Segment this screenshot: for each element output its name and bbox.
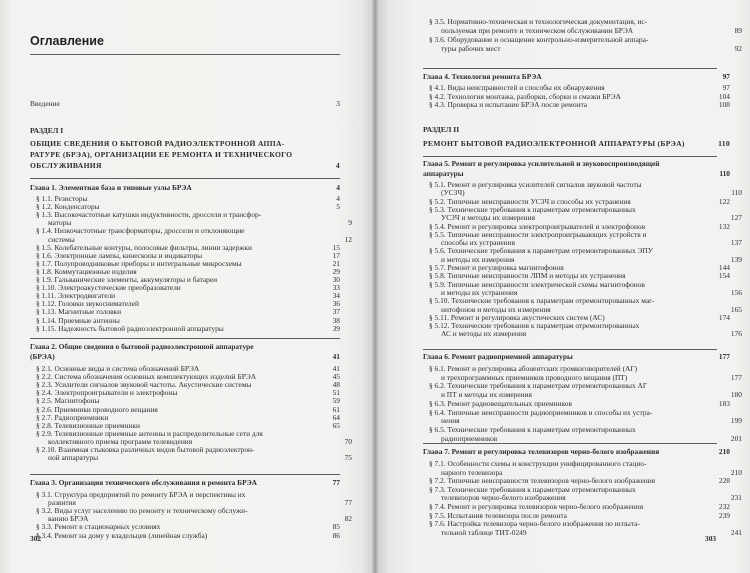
section-rule xyxy=(30,474,340,475)
toc-entry xyxy=(429,281,730,289)
entry-title: § 1.11. Электродвигатели xyxy=(36,292,116,301)
entry-page: 85 xyxy=(332,522,340,532)
entry-title: § 7.6. Настройка телевизора черно-белого изображения по испыта- xyxy=(429,520,640,529)
entry-title: § 2.10. Взаимная стыковка различных видов бытовой радиоэлектрон- xyxy=(36,446,255,454)
entry-title: ной аппаратуры xyxy=(48,454,99,463)
toc-entry xyxy=(429,486,730,494)
toc-entry xyxy=(429,189,742,197)
toc-entry xyxy=(429,400,730,408)
entry-title: § 5.6. Технические требования к параметрам отремонтированных ЭПУ xyxy=(429,247,653,256)
toc-entry xyxy=(36,276,340,284)
entry-title: § 2.3. Усилители сигналов звуковой частоты. Акустические системы xyxy=(36,381,252,390)
entry-title: развития xyxy=(48,499,76,508)
entry-page: 110 xyxy=(719,168,730,178)
toc-entry xyxy=(36,365,340,373)
toc-entry xyxy=(429,520,730,528)
entry-page: 3 xyxy=(336,99,340,108)
section-rule xyxy=(423,156,717,157)
entry-title: Глава 3. Организация технического обслуживания и ремонта БРЭА xyxy=(30,479,257,487)
toc-entry xyxy=(36,389,340,397)
chapter-heading xyxy=(423,353,730,361)
entry-page: 231 xyxy=(730,493,742,503)
entry-title: АС и методы их измерения xyxy=(441,330,527,339)
entry-page: 110 xyxy=(718,139,730,148)
toc-entry xyxy=(429,214,742,222)
entry-page: 165 xyxy=(730,304,742,314)
entry-page: 210 xyxy=(718,447,730,456)
entry-page: 39 xyxy=(332,323,340,333)
entry-page: 21 xyxy=(332,258,340,268)
entry-page: 232 xyxy=(718,502,730,511)
entry-title: телевизоров черно-белого изображения xyxy=(441,494,566,503)
section-rule xyxy=(423,443,717,444)
entry-page: 156 xyxy=(730,287,742,297)
toc-entry xyxy=(36,284,340,292)
toc-entry xyxy=(36,373,340,381)
entry-title: § 3.1. Структура предприятий по ремонту БРЭА и перспективы их xyxy=(36,491,246,499)
entry-page: 201 xyxy=(730,433,742,443)
toc-entry xyxy=(429,391,742,399)
toc-entry xyxy=(30,162,340,170)
entry-title: нарного телевизора xyxy=(441,468,503,477)
entry-page: 33 xyxy=(332,283,340,293)
entry-title: § 6.5. Технические требования к параметрам отремонтированных xyxy=(429,425,636,434)
entry-title: § 7.4. Ремонт и регулировка телевизоров черно-белого изображения xyxy=(429,503,644,511)
toc-entry xyxy=(36,308,340,316)
toc-entry xyxy=(429,314,730,322)
entry-page: 15 xyxy=(332,242,340,252)
toc-entry xyxy=(429,289,742,297)
part-label: РАЗДЕЛ I xyxy=(30,127,64,135)
entry-title: § 1.3. Высокочастотные катушки индуктивности, дроссели и трансфор- xyxy=(36,211,262,220)
chapter-heading xyxy=(30,184,340,192)
entry-page: 75 xyxy=(344,453,352,463)
toc-entry xyxy=(36,491,340,499)
entry-title: § 6.3. Ремонт радиовещательных приемников xyxy=(429,399,572,408)
section-rule xyxy=(30,178,340,179)
toc-entry xyxy=(36,507,340,515)
entry-title: коллективного приема программ телевидения xyxy=(48,437,193,446)
toc-entry xyxy=(36,211,340,219)
entry-page: 41 xyxy=(332,364,340,373)
toc-entry xyxy=(36,446,340,454)
toc-entry xyxy=(30,151,340,159)
toc-entry xyxy=(429,417,742,425)
entry-title: § 2.7. Радиоприемники xyxy=(36,413,109,422)
toc-entry xyxy=(36,260,340,268)
toc-entry xyxy=(36,325,340,333)
entry-title: § 3.5. Нормативно-техническая и технологическая документация, ис- xyxy=(429,18,648,26)
entry-title: пользуемая при ремонте и техническом обслуживании БРЭА xyxy=(441,27,634,35)
entry-page: 104 xyxy=(718,91,730,101)
entry-page: 132 xyxy=(718,221,730,231)
entry-page: 45 xyxy=(332,372,340,382)
entry-title: нитофонов и методы их измерения xyxy=(441,305,551,314)
entry-page: 108 xyxy=(718,100,730,110)
toc-entry xyxy=(429,306,742,314)
toc-entry xyxy=(429,239,742,247)
entry-title: § 3.4. Ремонт на дому у владельцев (линейная служба) xyxy=(36,531,208,540)
entry-title: § 5.10. Технические требования к параметрам отремонтированных маг- xyxy=(429,297,655,306)
entry-title: ОБСЛУЖИВАНИЯ xyxy=(30,162,102,170)
entry-title: Глава 1. Элементная база и типовые узлы БРЭА xyxy=(30,184,192,192)
entry-page: 34 xyxy=(332,291,340,301)
toc-entry xyxy=(429,330,742,338)
entry-title: § 5.3. Технические требования к параметрам отремонтированных xyxy=(429,205,636,214)
entry-title: § 3.3. Ремонт в стационарных условиях xyxy=(36,523,161,532)
entry-page: 154 xyxy=(718,271,730,281)
toc-entry xyxy=(36,317,340,325)
entry-title: § 7.2. Типичные неисправности телевизоров черно-белого изображения xyxy=(429,477,656,486)
toc-entry xyxy=(429,247,730,255)
entry-title: § 2.2. Система обозначения основных комплектующих изделий БРЭА xyxy=(36,373,257,382)
toc-entry xyxy=(36,430,340,438)
toc-entry xyxy=(429,264,730,272)
entry-title: § 1.12. Головки звукоснимателей xyxy=(36,300,139,309)
chapter-heading xyxy=(423,448,730,456)
entry-title: РАТУРЕ (БРЭА), ОРГАНИЗАЦИИ ЕЕ РЕМОНТА И ТЕХНИЧЕСКОГО xyxy=(30,151,293,159)
entry-title: УС3Ч и методы их измерения xyxy=(441,214,535,223)
entry-page: 122 xyxy=(718,196,730,206)
toc-entry xyxy=(36,300,340,308)
section-rule xyxy=(423,349,717,350)
entry-page: 239 xyxy=(718,510,730,520)
page-number: 303 xyxy=(705,534,717,543)
entry-title: Глава 2. Общие сведения о бытовой радиоэлектронной аппаратуре xyxy=(30,343,254,351)
toc-entry xyxy=(429,365,730,373)
toc-entry xyxy=(36,252,340,260)
entry-title: § 2.6. Приемники проводного вещания xyxy=(36,405,158,414)
entry-title: § 1.13. Магнитные головки xyxy=(36,308,122,317)
chapter-heading xyxy=(30,479,340,487)
entry-page: 36 xyxy=(332,299,340,309)
toc-entry xyxy=(429,272,730,280)
page-number: 302 xyxy=(30,534,42,543)
toc-entry xyxy=(36,523,340,531)
entry-page: 144 xyxy=(718,263,730,272)
entry-title: § 5.4. Ремонт и регулировка электропроигрывателей и электрофонов xyxy=(429,222,646,231)
entry-page: 97 xyxy=(722,83,730,92)
toc-entry xyxy=(36,236,352,244)
toc-entry xyxy=(36,203,340,211)
toc-entry xyxy=(36,244,340,252)
entry-title: § 5.12. Технические требования к параметрам отремонтированных xyxy=(429,322,640,331)
toc-entry xyxy=(36,227,340,235)
entry-page: 89 xyxy=(734,26,742,35)
entry-page: 77 xyxy=(332,478,340,487)
toc-entry xyxy=(429,512,730,520)
toc-entry xyxy=(429,409,730,417)
toc-entry xyxy=(423,170,730,178)
entry-title: (БРЭА) xyxy=(30,352,55,361)
toc-entry xyxy=(36,532,340,540)
entry-page: 180 xyxy=(730,390,742,400)
entry-page: 4 xyxy=(336,194,340,203)
toc-entry xyxy=(36,397,340,405)
part-label: РАЗДЕЛ II xyxy=(423,126,460,134)
entry-title: и трехпрограммных приемников проводного вещания (ПТ) xyxy=(441,373,628,382)
entry-page: 64 xyxy=(332,412,340,422)
entry-title: Введение xyxy=(30,100,60,108)
toc-entry xyxy=(429,181,730,189)
entry-title: § 1.1. Резисторы xyxy=(36,195,88,203)
entry-title: и ПТ и методы их измерения xyxy=(441,391,532,400)
entry-title: аппаратуры xyxy=(423,169,464,178)
entry-page: 30 xyxy=(332,275,340,284)
entry-page: 17 xyxy=(332,250,340,260)
entry-title: § 1.6. Электронные лампы, кинескопы и индикаторы xyxy=(36,251,203,260)
toc-entry xyxy=(429,36,730,44)
entry-page: 70 xyxy=(344,436,352,446)
entry-title: и методы их измерения xyxy=(441,255,515,264)
entry-page: 9 xyxy=(348,218,352,228)
toc-entry xyxy=(36,422,340,430)
entry-page: 177 xyxy=(718,352,730,361)
section-rule xyxy=(423,68,717,69)
entry-page: 176 xyxy=(730,329,742,339)
entry-page: 177 xyxy=(730,372,742,382)
entry-title: способы их устранения xyxy=(441,239,515,248)
entry-title: § 1.2. Конденсаторы xyxy=(36,203,100,212)
toc-entry xyxy=(30,140,340,148)
toc-entry xyxy=(429,297,730,305)
toc-entry xyxy=(429,503,730,511)
entry-title: § 2.8. Телевизионные приемники xyxy=(36,421,140,430)
toc-entry xyxy=(429,460,730,468)
entry-title: § 5.11. Ремонт и регулировка акустических систем (АС) xyxy=(429,313,605,322)
entry-title: Глава 6. Ремонт радиоприемной аппаратуры xyxy=(423,353,573,361)
toc-entry-intro xyxy=(30,100,340,108)
entry-page: 174 xyxy=(718,312,730,322)
toc-entry xyxy=(429,426,730,434)
entry-page: 110 xyxy=(731,188,742,198)
entry-title: § 5.7. Ремонт и регулировка магнитофонов xyxy=(429,264,564,272)
entry-page: 61 xyxy=(332,404,340,414)
title-rule xyxy=(30,54,340,55)
entry-title: маторы xyxy=(48,219,72,228)
toc-entry xyxy=(429,27,742,35)
entry-page: 37 xyxy=(332,307,340,317)
toc-entry xyxy=(429,93,730,101)
toc-entry xyxy=(36,414,340,422)
entry-page: 97 xyxy=(722,72,730,81)
entry-title: ОБЩИЕ СВЕДЕНИЯ О БЫТОВОЙ РАДИОЭЛЕКТРОННОЙ АППА- xyxy=(30,140,285,148)
entry-title: § 2.4. Электропроигрыватели и электрофоны xyxy=(36,389,178,398)
entry-title: системы xyxy=(48,235,75,244)
entry-page: 82 xyxy=(344,514,352,524)
toc-entry xyxy=(429,322,730,330)
toc-entry xyxy=(429,101,730,109)
entry-page: 210 xyxy=(730,467,742,477)
toc-entry xyxy=(36,438,352,446)
entry-title: нения xyxy=(441,417,460,426)
toc-entry xyxy=(429,374,742,382)
entry-title: тельной таблице ТИТ-0249 xyxy=(441,528,527,537)
toc-entry xyxy=(429,256,742,264)
entry-page: 241 xyxy=(730,527,742,537)
entry-title: § 5.1. Ремонт и регулировка усилителей сигналов звуковой частоты xyxy=(429,181,642,189)
entry-page: 41 xyxy=(332,351,340,361)
entry-page: 5 xyxy=(336,202,340,212)
entry-title: § 1.8. Коммутационные изделия xyxy=(36,267,137,276)
entry-page: 228 xyxy=(718,476,730,486)
book-fold xyxy=(372,0,378,573)
entry-page: 127 xyxy=(730,213,742,223)
toc-entry xyxy=(429,382,730,390)
entry-page: 137 xyxy=(730,238,742,248)
entry-title: Глава 5. Ремонт и регулировка усилительной и звуковоспроизводящей xyxy=(423,160,660,168)
entry-title: § 1.4. Низкочастотные трансформаторы, дроссели и отклоняющие xyxy=(36,227,245,236)
entry-title: § 2.9. Телевизионные приемные антенны и распределительные сети для xyxy=(36,429,263,438)
toc-entry xyxy=(36,268,340,276)
chapter-heading xyxy=(423,73,730,81)
toc-entry xyxy=(30,343,340,351)
toc-entry xyxy=(429,494,742,502)
toc-entry xyxy=(429,206,730,214)
toc-entry xyxy=(429,45,742,53)
entry-title: § 6.2. Технические требования к параметрам отремонтированных АГ xyxy=(429,382,648,391)
entry-title: § 5.8. Типичные неисправности ЛПМ и методы их устранения xyxy=(429,272,626,281)
entry-page: 4 xyxy=(336,183,340,192)
entry-title: § 2.1. Основные виды и система обозначений БРЭА xyxy=(36,365,200,373)
toc-entry xyxy=(429,469,742,477)
entry-page: 59 xyxy=(332,396,340,406)
toc-entry xyxy=(429,198,730,206)
entry-title: § 7.5. Испытания телевизора после ремонта xyxy=(429,511,567,520)
entry-title: § 6.1. Ремонт и регулировка абонентских громкоговорителей (АГ) xyxy=(429,365,638,373)
toc-entry xyxy=(36,406,340,414)
entry-page: 29 xyxy=(332,266,340,276)
entry-title: Глава 4. Технология ремонта БРЭА xyxy=(423,73,542,81)
entry-title: § 4.3. Проверка и испытание БРЭА после ремонта xyxy=(429,101,588,110)
toc-entry xyxy=(36,292,340,300)
entry-title: § 7.1. Особенности схемы и конструкции унифицированного стацио- xyxy=(429,460,647,468)
entry-title: туры рабочих мест xyxy=(441,45,501,53)
entry-title: § 4.2. Технология монтажа, разборки, сборки и смазки БРЭА xyxy=(429,92,621,101)
toc-entry xyxy=(36,454,352,462)
entry-page: 183 xyxy=(718,398,730,408)
entry-title: § 5.9. Типичные неисправности электрической схемы магнитофонов xyxy=(429,280,645,289)
entry-page: 38 xyxy=(332,315,340,325)
entry-title: § 2.5. Магнитофоны xyxy=(36,397,100,406)
entry-page: 51 xyxy=(332,388,340,398)
entry-title: § 3.6. Оборудование и оснащение контрольно-измерительной аппара- xyxy=(429,36,649,44)
toc-entry xyxy=(36,195,340,203)
entry-title: радиоприемников xyxy=(441,434,498,443)
entry-title: § 1.14. Приемные антенны xyxy=(36,316,120,325)
entry-title: § 3.2. Виды услуг населению по ремонту и техническому обслужи- xyxy=(36,507,248,516)
toc-entry xyxy=(429,477,730,485)
toc-entry xyxy=(429,18,730,26)
entry-title: § 4.1. Виды неисправностей и способы их обнаружения xyxy=(429,84,605,92)
entry-page: 65 xyxy=(332,420,340,430)
entry-title: § 1.7. Полупроводниковые приборы и интегральные микросхемы xyxy=(36,259,242,268)
right-page xyxy=(375,0,750,573)
toc-entry xyxy=(30,353,340,361)
entry-title: (УС3Ч) xyxy=(441,189,465,198)
entry-title: и методы их устранения xyxy=(441,288,518,297)
entry-title: РЕМОНТ БЫТОВОЙ РАДИОЭЛЕКТРОННОЙ АППАРАТУРЫ (БРЭА) xyxy=(423,140,685,148)
entry-title: § 1.15. Надежность бытовой радиоэлектронной аппаратуры xyxy=(36,324,224,333)
entry-title: Глава 7. Ремонт и регулировка телевизоров черно-белого изображения xyxy=(423,448,660,456)
entry-title: § 1.5. Колебательные контуры, полосовые фильтры, линии задержки xyxy=(36,243,252,252)
toc-entry xyxy=(36,381,340,389)
part-title-line xyxy=(423,140,730,148)
toc-entry xyxy=(429,231,730,239)
toc-entry xyxy=(423,160,730,168)
entry-page: 77 xyxy=(344,498,352,508)
entry-page: 12 xyxy=(344,234,352,244)
entry-page: 199 xyxy=(730,416,742,426)
entry-title: ванию БРЭА xyxy=(48,515,89,524)
entry-title: § 6.4. Типичные неисправности радиоприемников и способы их устра- xyxy=(429,408,653,417)
toc-entry xyxy=(429,435,742,443)
entry-title: § 5.2. Типичные неисправности УС3Ч и способы их устранения xyxy=(429,197,631,206)
entry-page: 4 xyxy=(335,161,340,170)
toc-entry xyxy=(36,515,352,523)
toc-entry xyxy=(429,223,730,231)
toc-entry xyxy=(429,529,742,537)
entry-page: 86 xyxy=(332,530,340,540)
toc-entry xyxy=(36,499,352,507)
toc-entry xyxy=(429,84,730,92)
toc-entry xyxy=(36,219,352,227)
entry-title: § 5.5. Типичные неисправности электропроигрывающих устройств и xyxy=(429,230,647,239)
entry-title: § 1.10. Электроакустические преобразователи xyxy=(36,284,181,293)
entry-page: 92 xyxy=(734,44,742,53)
entry-title: § 7.3. Технические требования к параметрам отремонтированных xyxy=(429,485,636,494)
entry-title: § 1.9. Гальванические элементы, аккумуляторы и батареи xyxy=(36,276,218,284)
toc-title: Оглавление xyxy=(30,34,104,48)
section-rule xyxy=(30,338,340,339)
entry-page: 139 xyxy=(730,254,742,264)
entry-page: 48 xyxy=(332,380,340,390)
